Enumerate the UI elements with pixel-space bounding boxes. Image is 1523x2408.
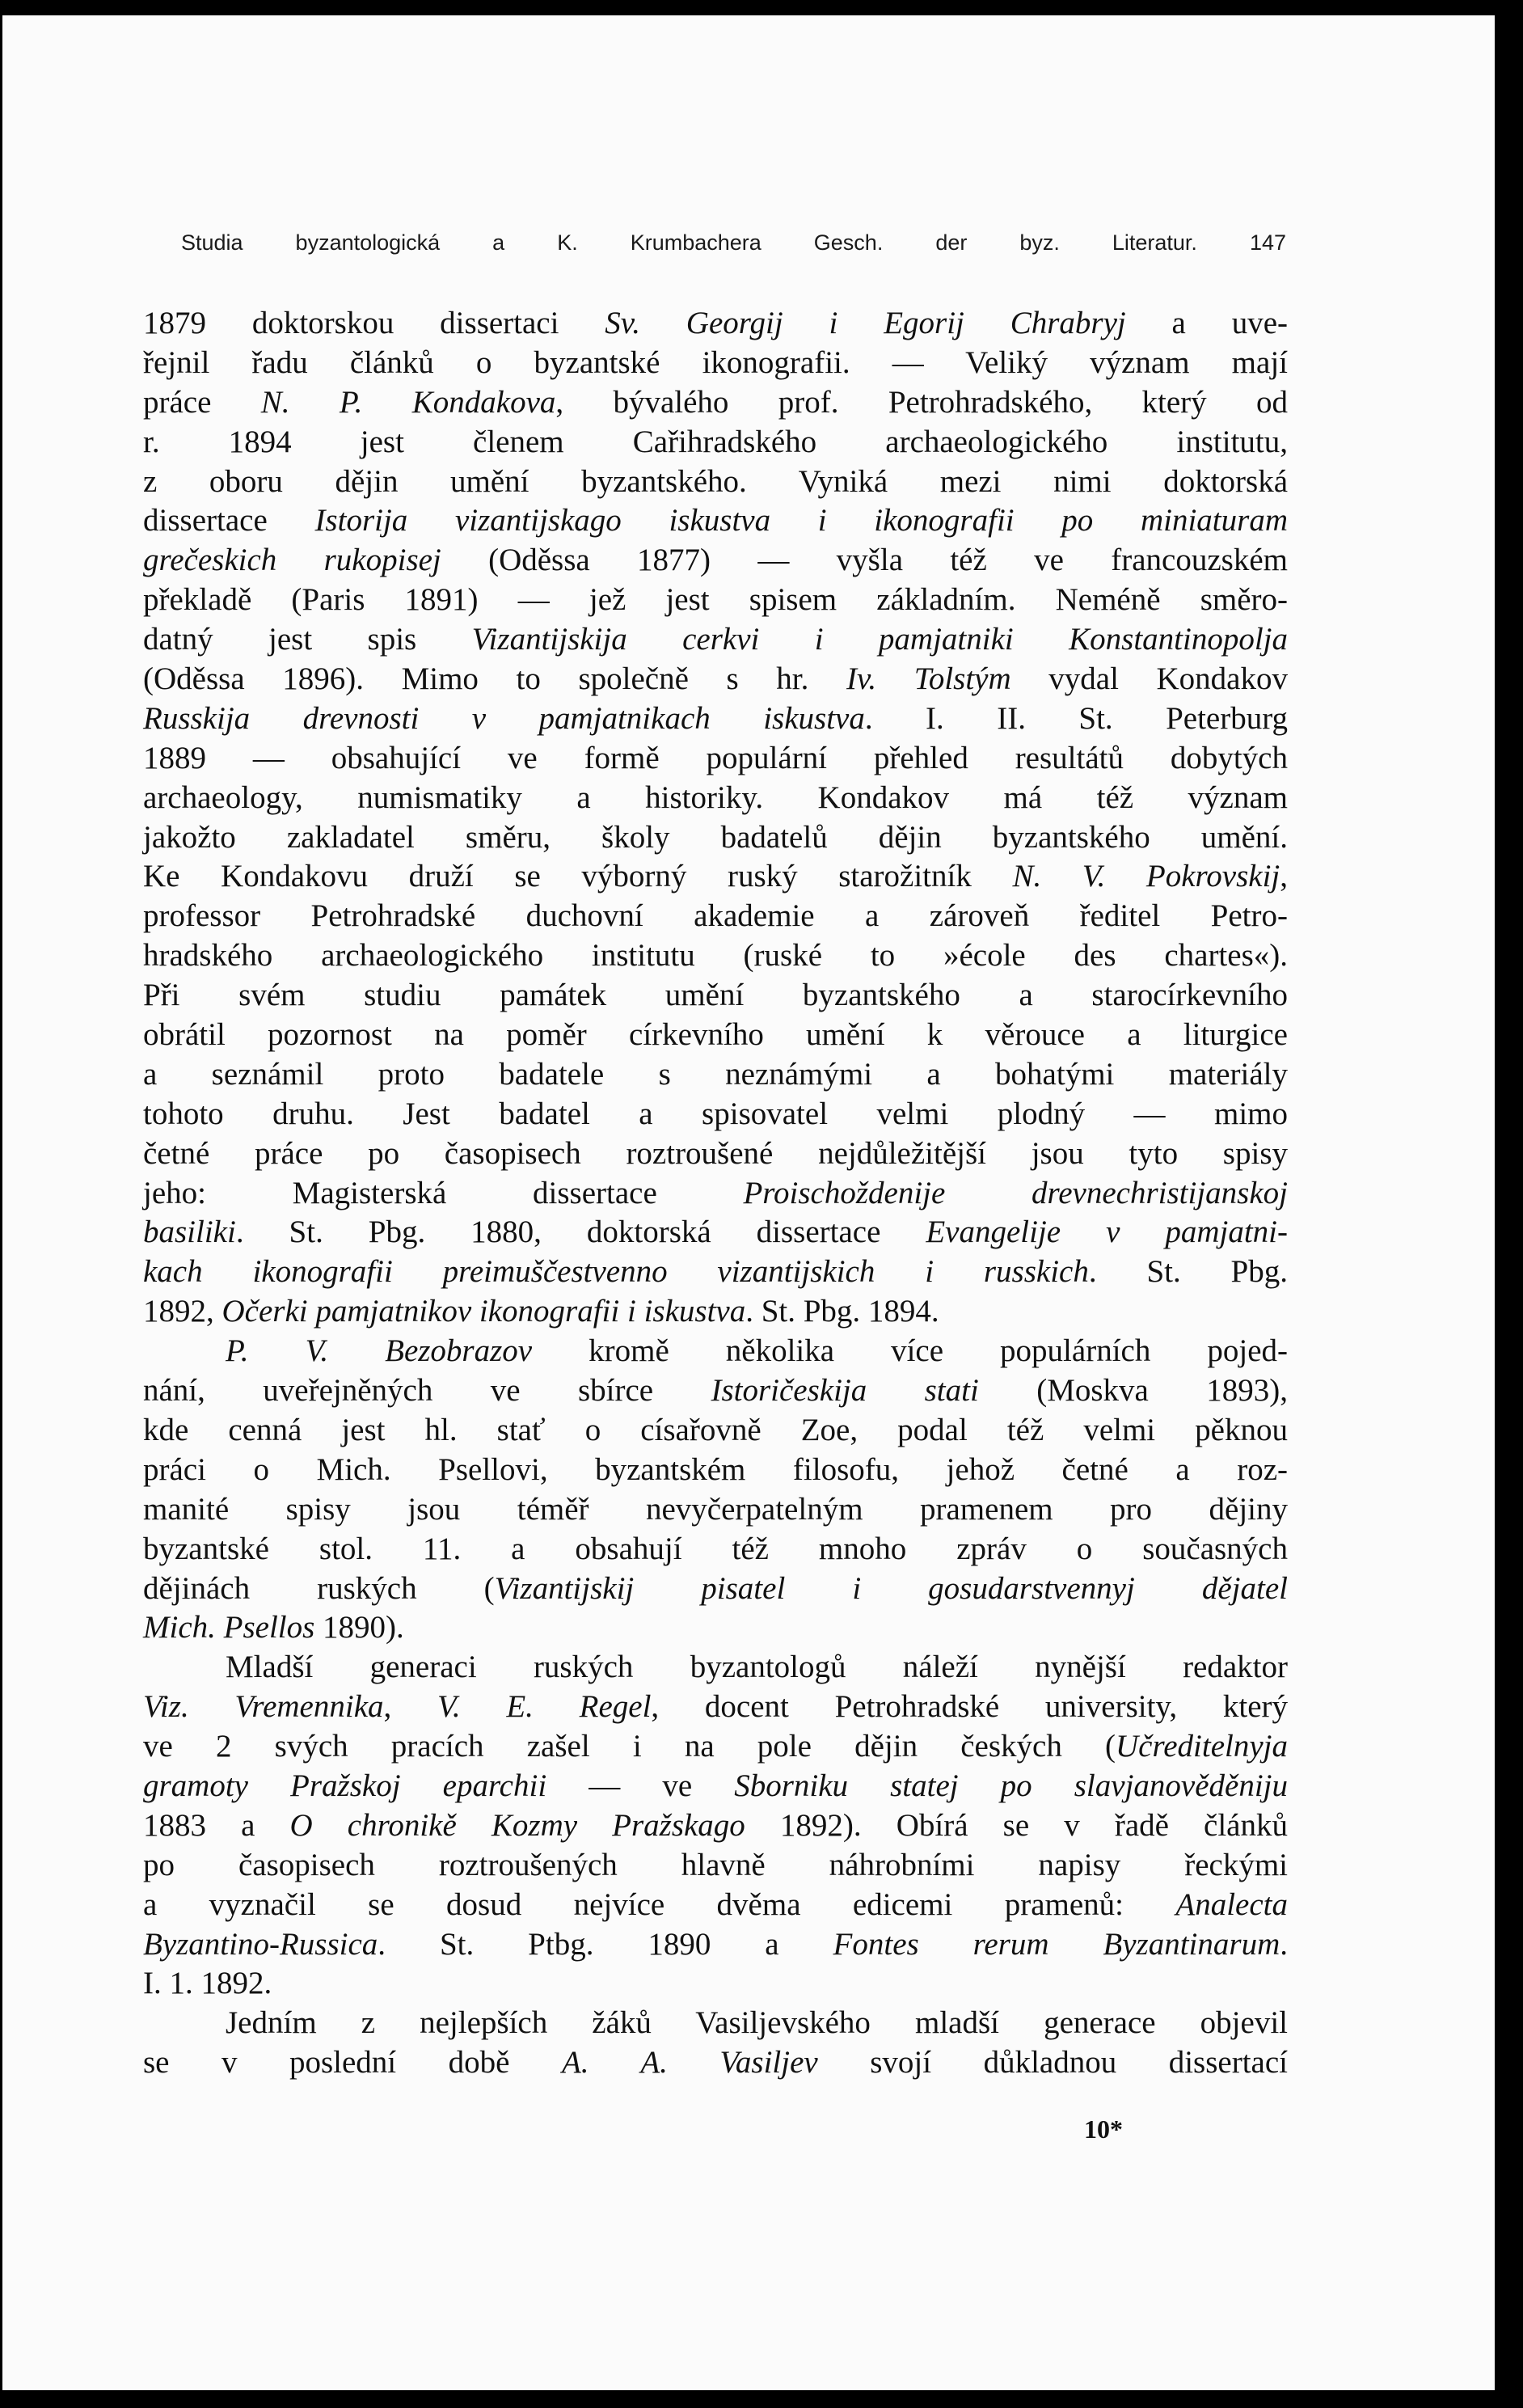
text-run: professor Petrohradské duchovní akademie a zároveň ředitel Petro- <box>143 898 1288 934</box>
text-line <box>143 818 1288 858</box>
text-line <box>143 739 1288 779</box>
text-run: 1892, <box>143 1294 222 1329</box>
text-run: , bývalého prof. Petrohradského, který od <box>555 384 1289 420</box>
text-line <box>143 699 1288 739</box>
text-run: . St. Pbg. 1894. <box>745 1294 939 1329</box>
text-line <box>143 1925 1288 1965</box>
text-run: , <box>383 1689 438 1725</box>
text-line <box>143 1253 1288 1292</box>
text-line <box>143 1767 1288 1806</box>
italic-title-text: O chronikě Kozmy Pražskago <box>289 1807 745 1843</box>
italic-title-text: Mich. Psellos <box>143 1610 315 1645</box>
italic-title-text: Byzantino-Russica <box>143 1926 378 1962</box>
text-run: datný jest spis <box>143 622 472 657</box>
text-run: tohoto druhu. Jest badatel a spisovatel velmi plodný — mimo <box>143 1096 1288 1131</box>
text-line <box>143 344 1288 383</box>
text-run: (Oděssa 1877) — vyšla též ve francouzském <box>441 543 1288 578</box>
italic-title-text: P. V. Bezobrazov <box>226 1333 533 1369</box>
text-run: archaeology, numismatiky a historiky. Kondakov má též význam <box>143 779 1288 815</box>
italic-title-text: gramoty Pražskoj eparchii <box>143 1768 547 1803</box>
text-line <box>143 1213 1288 1253</box>
text-line <box>143 1411 1288 1451</box>
italic-title-text: Fontes rerum Byzantinarum <box>833 1926 1280 1962</box>
text-run: — ve <box>546 1768 735 1803</box>
text-line <box>143 463 1288 502</box>
italic-title-text: Istorija vizantijskago iskustva i ikonografii po miniaturam <box>314 503 1288 539</box>
text-run: a seznámil proto badatele s neznámými a bohatými materiály <box>143 1056 1288 1092</box>
text-run: 1892). Obírá se v řadě článků <box>745 1807 1288 1843</box>
text-run: a vyznačil se dosud nejvíce dvěma edicemi pramenů: <box>143 1886 1176 1922</box>
text-line <box>143 857 1288 897</box>
text-run: Při svém studiu památek umění byzantského a starocírkevního <box>143 978 1288 1013</box>
text-run: práci o Mich. Psellovi, byzantském filosofu, jehož četné a roz- <box>143 1451 1288 1487</box>
text-line <box>143 1174 1288 1214</box>
page-number: 147 <box>1249 230 1286 255</box>
italic-title-text: Istoričeskija stati <box>711 1373 979 1409</box>
text-line <box>143 383 1288 423</box>
text-run: . I. II. St. Peterburg <box>864 700 1289 736</box>
text-run: . St. Pbg. 1880, doktorská dissertace <box>235 1215 926 1250</box>
text-line <box>143 936 1288 976</box>
italic-title-text: basiliki <box>143 1215 236 1250</box>
scanned-page <box>2 15 1495 2390</box>
text-line <box>143 1688 1288 1727</box>
text-run: jakožto zakladatel směru, školy badatelů dějin byzantského umění. <box>143 819 1288 855</box>
text-line <box>143 1490 1288 1530</box>
italic-title-text: Proischoždenije drevnechristijanskoj <box>743 1175 1288 1210</box>
italic-title-text: V. E. Regel <box>437 1689 652 1725</box>
text-line <box>143 1055 1288 1095</box>
text-line <box>143 2043 1288 2083</box>
text-run: r. 1894 jest členem Cařihradského archaeologického institutu, <box>143 424 1288 459</box>
italic-title-text: Viz. Vremennika <box>143 1689 384 1725</box>
text-run: po časopisech roztroušených hlavně náhrobními napisy řeckými <box>143 1847 1288 1882</box>
italic-title-text: grečeskich rukopisej <box>143 543 441 578</box>
text-line <box>143 501 1288 541</box>
text-line <box>143 1846 1288 1886</box>
body-text <box>143 304 1288 2083</box>
text-line <box>143 1886 1288 1925</box>
italic-title-text: Iv. Tolstým <box>846 661 1011 697</box>
text-run: z oboru dějin umění byzantského. Vyniká mezi nimi doktorská <box>143 463 1288 499</box>
text-run: (Oděssa 1896). Mimo to společně s hr. <box>143 661 846 697</box>
italic-title-text: Russkija drevnosti v pamjatnikach iskustva <box>143 700 865 736</box>
italic-title-text: Vizantijskija cerkvi i pamjatniki Konstantinopolja <box>471 622 1288 657</box>
text-run: obrátil pozornost na poměr církevního umění k věrouce a liturgice <box>143 1017 1288 1053</box>
italic-title-text: A. A. Vasiljev <box>561 2045 818 2081</box>
text-run: hradského archaeologického institutu (ruské to »école des chartes«). <box>143 938 1288 974</box>
text-run: Jedním z nejlepších žáků Vasiljevského mladší generace objevil <box>226 2005 1288 2041</box>
text-run: , <box>1280 859 1288 894</box>
text-run: , docent Petrohradské university, který <box>651 1689 1289 1725</box>
running-header-title: Studia byzantologická a K. Krumbachera Gesch. der byz. Literatur. <box>181 230 1197 255</box>
italic-title-text: kach ikonografii preimuščestvenno vizantijskich i russkich <box>143 1254 1089 1290</box>
text-line <box>143 620 1288 660</box>
text-run: kromě několika více populárních pojed- <box>532 1333 1288 1369</box>
text-line <box>143 1016 1288 1055</box>
text-run: 1879 doktorskou dissertaci <box>143 306 605 340</box>
text-line <box>143 660 1288 699</box>
text-run: . St. Pbg. <box>1088 1254 1288 1290</box>
text-line <box>143 423 1288 463</box>
text-run: (Moskva 1893), <box>978 1373 1288 1409</box>
italic-title-text: Vizantijskij pisatel i gosudarstvennyj dějatel <box>494 1570 1288 1606</box>
text-run: . St. Ptbg. 1890 a <box>378 1926 833 1962</box>
text-run: 1890). <box>314 1610 404 1645</box>
text-line <box>143 897 1288 936</box>
signature-mark: 10* <box>1084 2114 1123 2144</box>
text-line <box>143 581 1288 620</box>
text-run: svojí důkladnou dissertací <box>817 2045 1288 2081</box>
text-run: . <box>1280 1926 1288 1962</box>
text-run: manité spisy jsou téměř nevyčerpatelným pramenem pro dějiny <box>143 1491 1288 1527</box>
text-run: kde cenná jest hl. stať o císařovně Zoe, podal též velmi pěknou <box>143 1412 1288 1447</box>
text-run: Mladší generaci ruských byzantologů náleží nynější redaktor <box>226 1650 1288 1685</box>
text-line <box>143 1332 1288 1371</box>
text-run: ve 2 svých pracích zašel i na pole dějin českých ( <box>143 1729 1116 1764</box>
text-line <box>143 1608 1288 1648</box>
text-run: četné práce po časopisech roztroušené nejdůležitější jsou tyto spisy <box>143 1135 1288 1171</box>
text-run: dissertace <box>143 503 315 539</box>
text-run: byzantské stol. 11. a obsahují též mnoho zpráv o současných <box>143 1531 1288 1566</box>
text-run: jeho: Magisterská dissertace <box>143 1175 744 1210</box>
text-line <box>143 541 1288 581</box>
italic-title-text: Očerki pamjatnikov ikonografii i iskustva <box>221 1294 746 1329</box>
italic-title-text: Učreditelnyja <box>1116 1729 1288 1764</box>
text-run: překladě (Paris 1891) — jež jest spisem základním. Neméně směro- <box>143 582 1288 618</box>
text-line <box>143 1371 1288 1411</box>
text-line <box>143 1451 1288 1490</box>
italic-title-text: Sborniku statej po slavjanověděniju <box>734 1768 1289 1803</box>
text-line <box>143 1648 1288 1688</box>
text-line <box>143 1134 1288 1174</box>
text-line <box>143 1806 1288 1846</box>
text-run: Ke Kondakovu druží se výborný ruský starožitník <box>143 859 1013 894</box>
text-run: 1889 — obsahující ve formě populární přehled resultátů dobytých <box>143 740 1288 775</box>
text-line <box>143 1292 1288 1332</box>
text-line <box>143 304 1288 344</box>
text-run: nání, uveřejněných ve sbírce <box>143 1373 711 1409</box>
italic-title-text: N. P. Kondakova <box>260 384 556 420</box>
italic-title-text: Sv. Georgij i Egorij Chrabryj <box>605 306 1126 340</box>
text-run: vydal Kondakov <box>1010 661 1288 697</box>
text-line <box>143 1964 1288 2004</box>
text-run: dějinách ruských ( <box>143 1570 495 1606</box>
text-run: 1883 a <box>143 1807 290 1843</box>
text-run: se v poslední době <box>143 2045 562 2081</box>
text-run: a uve- <box>1125 306 1289 340</box>
text-line <box>143 1530 1288 1569</box>
running-header <box>181 230 1286 256</box>
text-line <box>143 1727 1288 1767</box>
text-line <box>143 976 1288 1016</box>
text-run: práce <box>143 384 261 420</box>
text-line <box>143 1095 1288 1134</box>
text-line <box>143 2004 1288 2043</box>
italic-title-text: N. V. Pokrovskij <box>1012 859 1280 894</box>
text-line <box>143 779 1288 818</box>
italic-title-text: Analecta <box>1175 1886 1288 1922</box>
text-run: I. 1. 1892. <box>143 1966 272 2001</box>
text-line <box>143 1569 1288 1609</box>
text-run: řejnil řadu článků o byzantské ikonografii. — Veliký význam mají <box>143 344 1288 380</box>
italic-title-text: Evangelije v pamjatni- <box>926 1215 1288 1250</box>
